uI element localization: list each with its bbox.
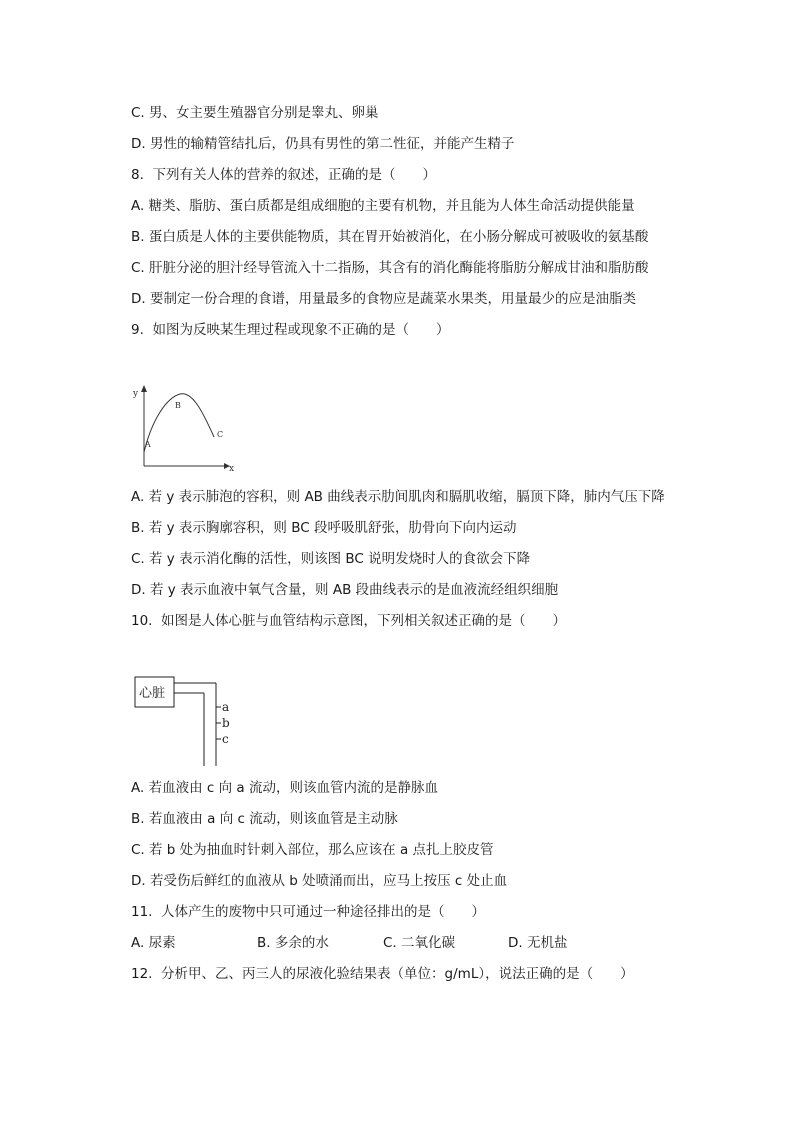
question-9: 9. 如图为反映某生理过程或现象不正确的是（ ） [131,322,450,338]
label-c: c [222,732,229,746]
question-11-option-d: D. 无机盐 [508,935,568,951]
point-c-label: C [217,430,224,439]
question-10-option-b: B. 若血液由 a 向 c 流动，则该血管是主动脉 [131,811,398,827]
question-9-option-c: C. 若 y 表示消化酶的活性，则该图 BC 说明发烧时人的食欲会下降 [131,551,531,567]
question-8: 8. 下列有关人体的营养的叙述，正确的是（ ） [131,167,436,183]
question-12: 12. 分析甲、乙、丙三人的尿液化验结果表（单位：g/mL），说法正确的是（ ） [131,966,634,982]
question-9-option-a: A. 若 y 表示肺泡的容积，则 AB 曲线表示肋间肌肉和膈肌收缩，膈顶下降，肺内气压下降 [131,489,665,505]
question-9-option-d: D. 若 y 表示血液中氧气含量，则 AB 段曲线表示的是血液流经组织细胞 [131,582,559,598]
question-8-option-b: B. 蛋白质是人体的主要供能物质，其在胃开始被消化，在小肠分解成可被吸收的氨基酸 [131,229,649,245]
y-axis-label: y [133,389,139,399]
question-10-option-d: D. 若受伤后鲜红的血液从 b 处喷涌而出，应马上按压 c 处止血 [131,873,508,889]
question-10: 10. 如图是人体心脏与血管结构示意图，下列相关叙述正确的是（ ） [131,613,567,629]
point-a-label: A [145,440,151,449]
question-8-option-d: D. 要制定一份合理的食谱，用量最多的食物应是蔬菜水果类，用量最少的应是油脂类 [131,291,636,307]
y-axis-arrow [141,385,147,392]
question-9-option-b: B. 若 y 表示胸廓容积，则 BC 段呼吸肌舒张，肋骨向下向内运动 [131,520,517,536]
x-axis-label: x [229,464,235,472]
question-10-option-c: C. 若 b 处为抽血时针刺入部位，那么应该在 a 点扎上胶皮管 [131,842,494,858]
option-d-prev: D. 男性的输精管结扎后，仍具有男性的第二性征，并能产生精子 [131,136,515,152]
label-a: a [222,700,230,714]
question-11-option-c: C. 二氧化碳 [383,935,456,951]
label-b: b [222,716,230,730]
question-8-option-a: A. 糖类、脂肪、蛋白质都是组成细胞的主要有机物，并且能为人体生命活动提供能量 [131,198,635,214]
question-11: 11. 人体产生的废物中只可通过一种途径排出的是（ ） [131,904,486,920]
question-11-option-a: A. 尿素 [131,935,176,951]
heart-label: 心脏 [139,686,166,701]
heart-vessel-diagram [130,672,240,772]
curve-graph [130,380,240,472]
question-10-option-a: A. 若血液由 c 向 a 流动，则该血管内流的是静脉血 [131,780,438,796]
question-8-option-c: C. 肝脏分泌的胆汁经导管流入十二指肠，其含有的消化酶能将脂肪分解成甘油和脂肪酸 [131,260,649,276]
option-c-prev: C. 男、女主要生殖器官分别是睾丸、卵巢 [131,105,379,121]
point-b-label: B [175,401,181,410]
question-11-option-b: B. 多余的水 [257,935,329,951]
